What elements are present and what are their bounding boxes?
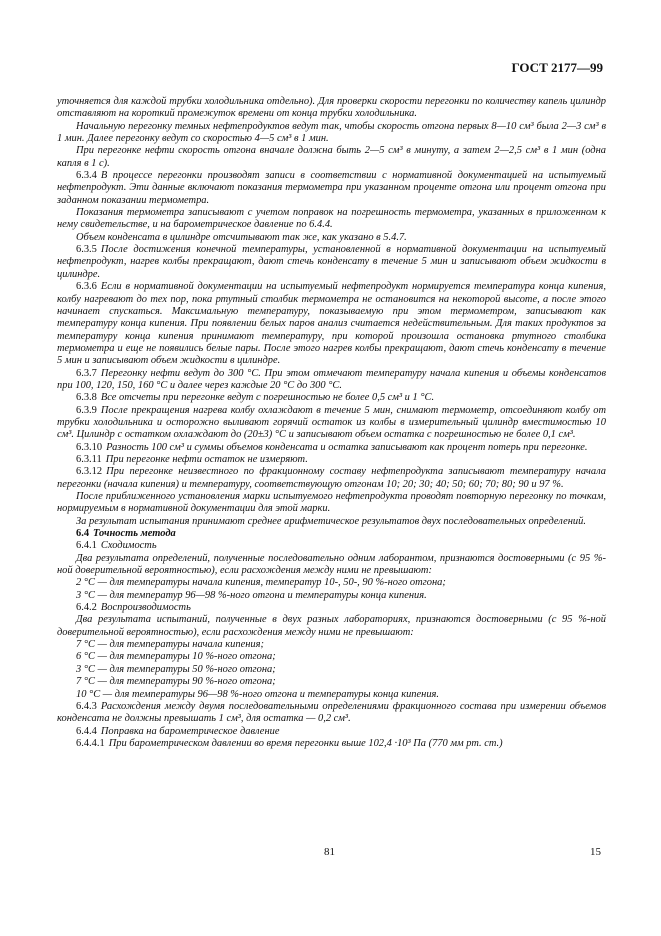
clause-number: 6.4.2 [76,602,97,614]
clause-6-3-5 [57,244,606,281]
clause-number: 6.3.8 [76,392,97,404]
paragraph-text: Поправка на барометрическое давление [100,725,280,737]
paragraph [57,553,606,578]
clause-6-4-1 [57,540,606,552]
paragraph-text: Объем конденсата в цилиндре отсчитывают так же, как указано в 5.4.7. [76,231,407,243]
paragraph [57,491,606,516]
document-body [57,96,606,750]
clause-6-4-3 [57,701,606,726]
paragraph-text: После достижения конечной температуры, установленной в нормативной документации на испытуемый нефтепродукт, нагрев колбы прекращают, дают стечь конденсату в течение 5 мин и записывают объем жидкости в цилиндре. [57,244,606,280]
paragraph-text: 3 °С — для температур 96—98 %-ного отгона и температуры конца кипения. [76,589,427,601]
clause-number: 6.3.12 [76,466,103,478]
clause-number: 6.3.4 [76,170,97,182]
paragraph-text: Начальную перегонку темных нефтепродуктов ведут так, чтобы скорость отгона первых 8—10 см³ была 2—3 см³ в 1 мин. Далее перегонку ведут со скоростью 4—5 см³ в 1 мин. [57,120,606,145]
paragraph [57,121,606,146]
clause-6-3-11 [57,454,606,466]
clause-6-3-7 [57,368,606,393]
paragraph-text: Показания термометра записывают с учетом поправок на погрешность термометра, указанных в приложенном к нему свидетельстве, и на барометрическое давление по 6.4.4. [57,207,606,231]
paragraph-text: Воспроизводимость [100,602,191,614]
paragraph [57,207,606,232]
paragraph-text: При барометрическом давлении во время перегонки выше 102,4 ·10³ Па (770 мм рт. ст.) [108,737,503,749]
paragraph [57,577,606,589]
paragraph-text: Все отсчеты при перегонке ведут с погрешностью не более 0,5 см³ и 1 °С. [100,392,435,404]
clause-6-3-12 [57,466,606,491]
paragraph [57,689,606,701]
clause-6-3-10 [57,442,606,454]
paragraph-text: В процессе перегонки производят записи в соответствии с нормативной документацией на испытуемый нефтепродукт. Эти данные включают показания термометра при указанном проценте отгона или процент отгона при заданном показании термометра. [57,170,606,206]
clause-number: 6.3.6 [76,281,97,293]
paragraph-text: Два результата испытаний, полученные в двух разных лабораториях, признаются достоверными (с 95 %-ной доверительной вероятностью), если расхождения между ними не превышают: [57,614,606,638]
paragraph-text: 7 °С — для температуры 90 %-ного отгона; [76,676,276,688]
paragraph-text: Точность метода [93,528,176,540]
paragraph [57,651,606,663]
clause-6-3-9 [57,405,606,442]
paragraph-text: 3 °С — для температуры 50 %-ного отгона; [76,663,276,675]
paragraph-text: После приближенного установления марки испытуемого нефтепродукта проводят повторную перегонку по точкам, нормируемым в нормативной документации для этой марки. [57,491,606,515]
clause-number: 6.3.11 [76,453,102,465]
paragraph-text: Разность 100 см³ и суммы объемов конденсата и остатка записывают как процент потерь при перегонке. [106,441,588,453]
paragraph-text: За результат испытания принимают среднее арифметическое результатов двух последовательных определений. [76,515,586,527]
paragraph-text: При перегонке неизвестного по фракционному составу нефтепродукта записывают температуру начала перегонки (начала кипения) и температуру, соответствующую отгонам 10; 20; 30; 40; 50; 60; 70; 80; 90 и 97 %. [57,466,606,490]
paragraph-text: После прекращения нагрева колбу охлаждают в течение 5 мин, снимают термометр, отсоединяют колбу от трубки холодильника и осторожно выливают горячий остаток из колбы в измерительный цилиндр вместимостью 10 см³. Цилиндр с остатком охлаждают до (20±3) °С и записывают объем остатка с погрешностью не более 0,1 см³. [57,404,606,441]
paragraph-text: 10 °С — для температуры 96—98 %-ного отгона и температуры конца кипения. [76,688,440,700]
clause-6-3-6 [57,281,606,367]
clause-6-4-2 [57,602,606,614]
clause-number: 6.3.10 [76,441,103,453]
clause-6-3-8 [57,392,606,404]
paragraph [57,676,606,688]
clause-number: 6.4.3 [76,700,97,712]
paragraph-text: При перегонке нефти скорость отгона вначале должна быть 2—5 см³ в минуту, а затем 2—2,5 см³ в 1 мин (одна капля в 1 с). [57,145,606,169]
document-standard-header: ГОСТ 2177—99 [511,60,603,75]
clause-number: 6.3.5 [76,244,97,256]
paragraph [57,516,606,528]
paragraph-text: Расхождения между двумя последовательными определениями фракционного состава при измерении объемов конденсата не должны превышать 1 см³, для остатка — 0,2 см³. [57,700,606,725]
paragraph-text: Перегонку нефти ведут до 300 °С. При этом отмечают температуру начала кипения и объемы конденсатов при 100, 120, 150, 160 °С и далее через каждые 20 °С до 300 °С. [57,367,606,391]
clause-number: 6.4 [76,528,90,540]
sheet-number: 15 [590,846,601,858]
paragraph-text: 6 °С — для температуры 10 %-ного отгона; [76,651,276,663]
paragraph-text: уточняется для каждой трубки холодильника отдельно). Для проверки скорости перегонки по количеству капель цилиндр отставляют на короткий промежуток времени от конца трубки холодильника. [57,96,606,120]
paragraph [57,96,606,121]
clause-6-3-4 [57,170,606,207]
page-number: 81 [324,846,335,858]
clause-6-4-4-1 [57,738,606,750]
paragraph [57,590,606,602]
clause-6-4-4 [57,726,606,738]
clause-number: 6.3.9 [76,404,97,416]
paragraph [57,232,606,244]
paragraph-text: При перегонке нефти остаток не измеряют. [105,453,308,465]
paragraph-text: 7 °С — для температуры начала кипения; [76,639,264,651]
paragraph [57,145,606,170]
clause-number: 6.4.4.1 [76,737,105,749]
paragraph [57,664,606,676]
paragraph-text: Два результата определений, полученные последовательно одним лаборантом, признаются достоверными (с 95 %-ной доверительной вероятностью), если расхождения между ними не превышают: [57,552,606,577]
paragraph-text: 2 °С — для температуры начала кипения, температур 10-, 50-, 90 %-ного отгона; [76,577,446,589]
paragraph-text: Если в нормативной документации на испытуемый нефтепродукт нормируется температура конца кипения, колбу нагревают до тех пор, пока ртутный столбик термометра не остановится на некоторой высоте, а после этого начинает спускаться. Максимальную температуру, показываемую при этом термометром, записывают как температуру конца кипения. При появлении белых паров анализ считается недействительным. Для таких продуктов за температуру конца кипения принимают температуру, при которой произошла остановка ртутного столбика термометра и еще не появились белые пары. После этого нагрев колбы прекращают, дают стечь конденсату в течение 5 мин и записывают объем жидкости в цилиндре. [57,281,606,367]
paragraph [57,614,606,639]
clause-number: 6.3.7 [76,367,97,379]
clause-number: 6.4.1 [76,540,97,552]
clause-number: 6.4.4 [76,725,97,737]
paragraph [57,639,606,651]
paragraph-text: Сходимость [100,540,157,552]
clause-6-4 [57,528,606,540]
